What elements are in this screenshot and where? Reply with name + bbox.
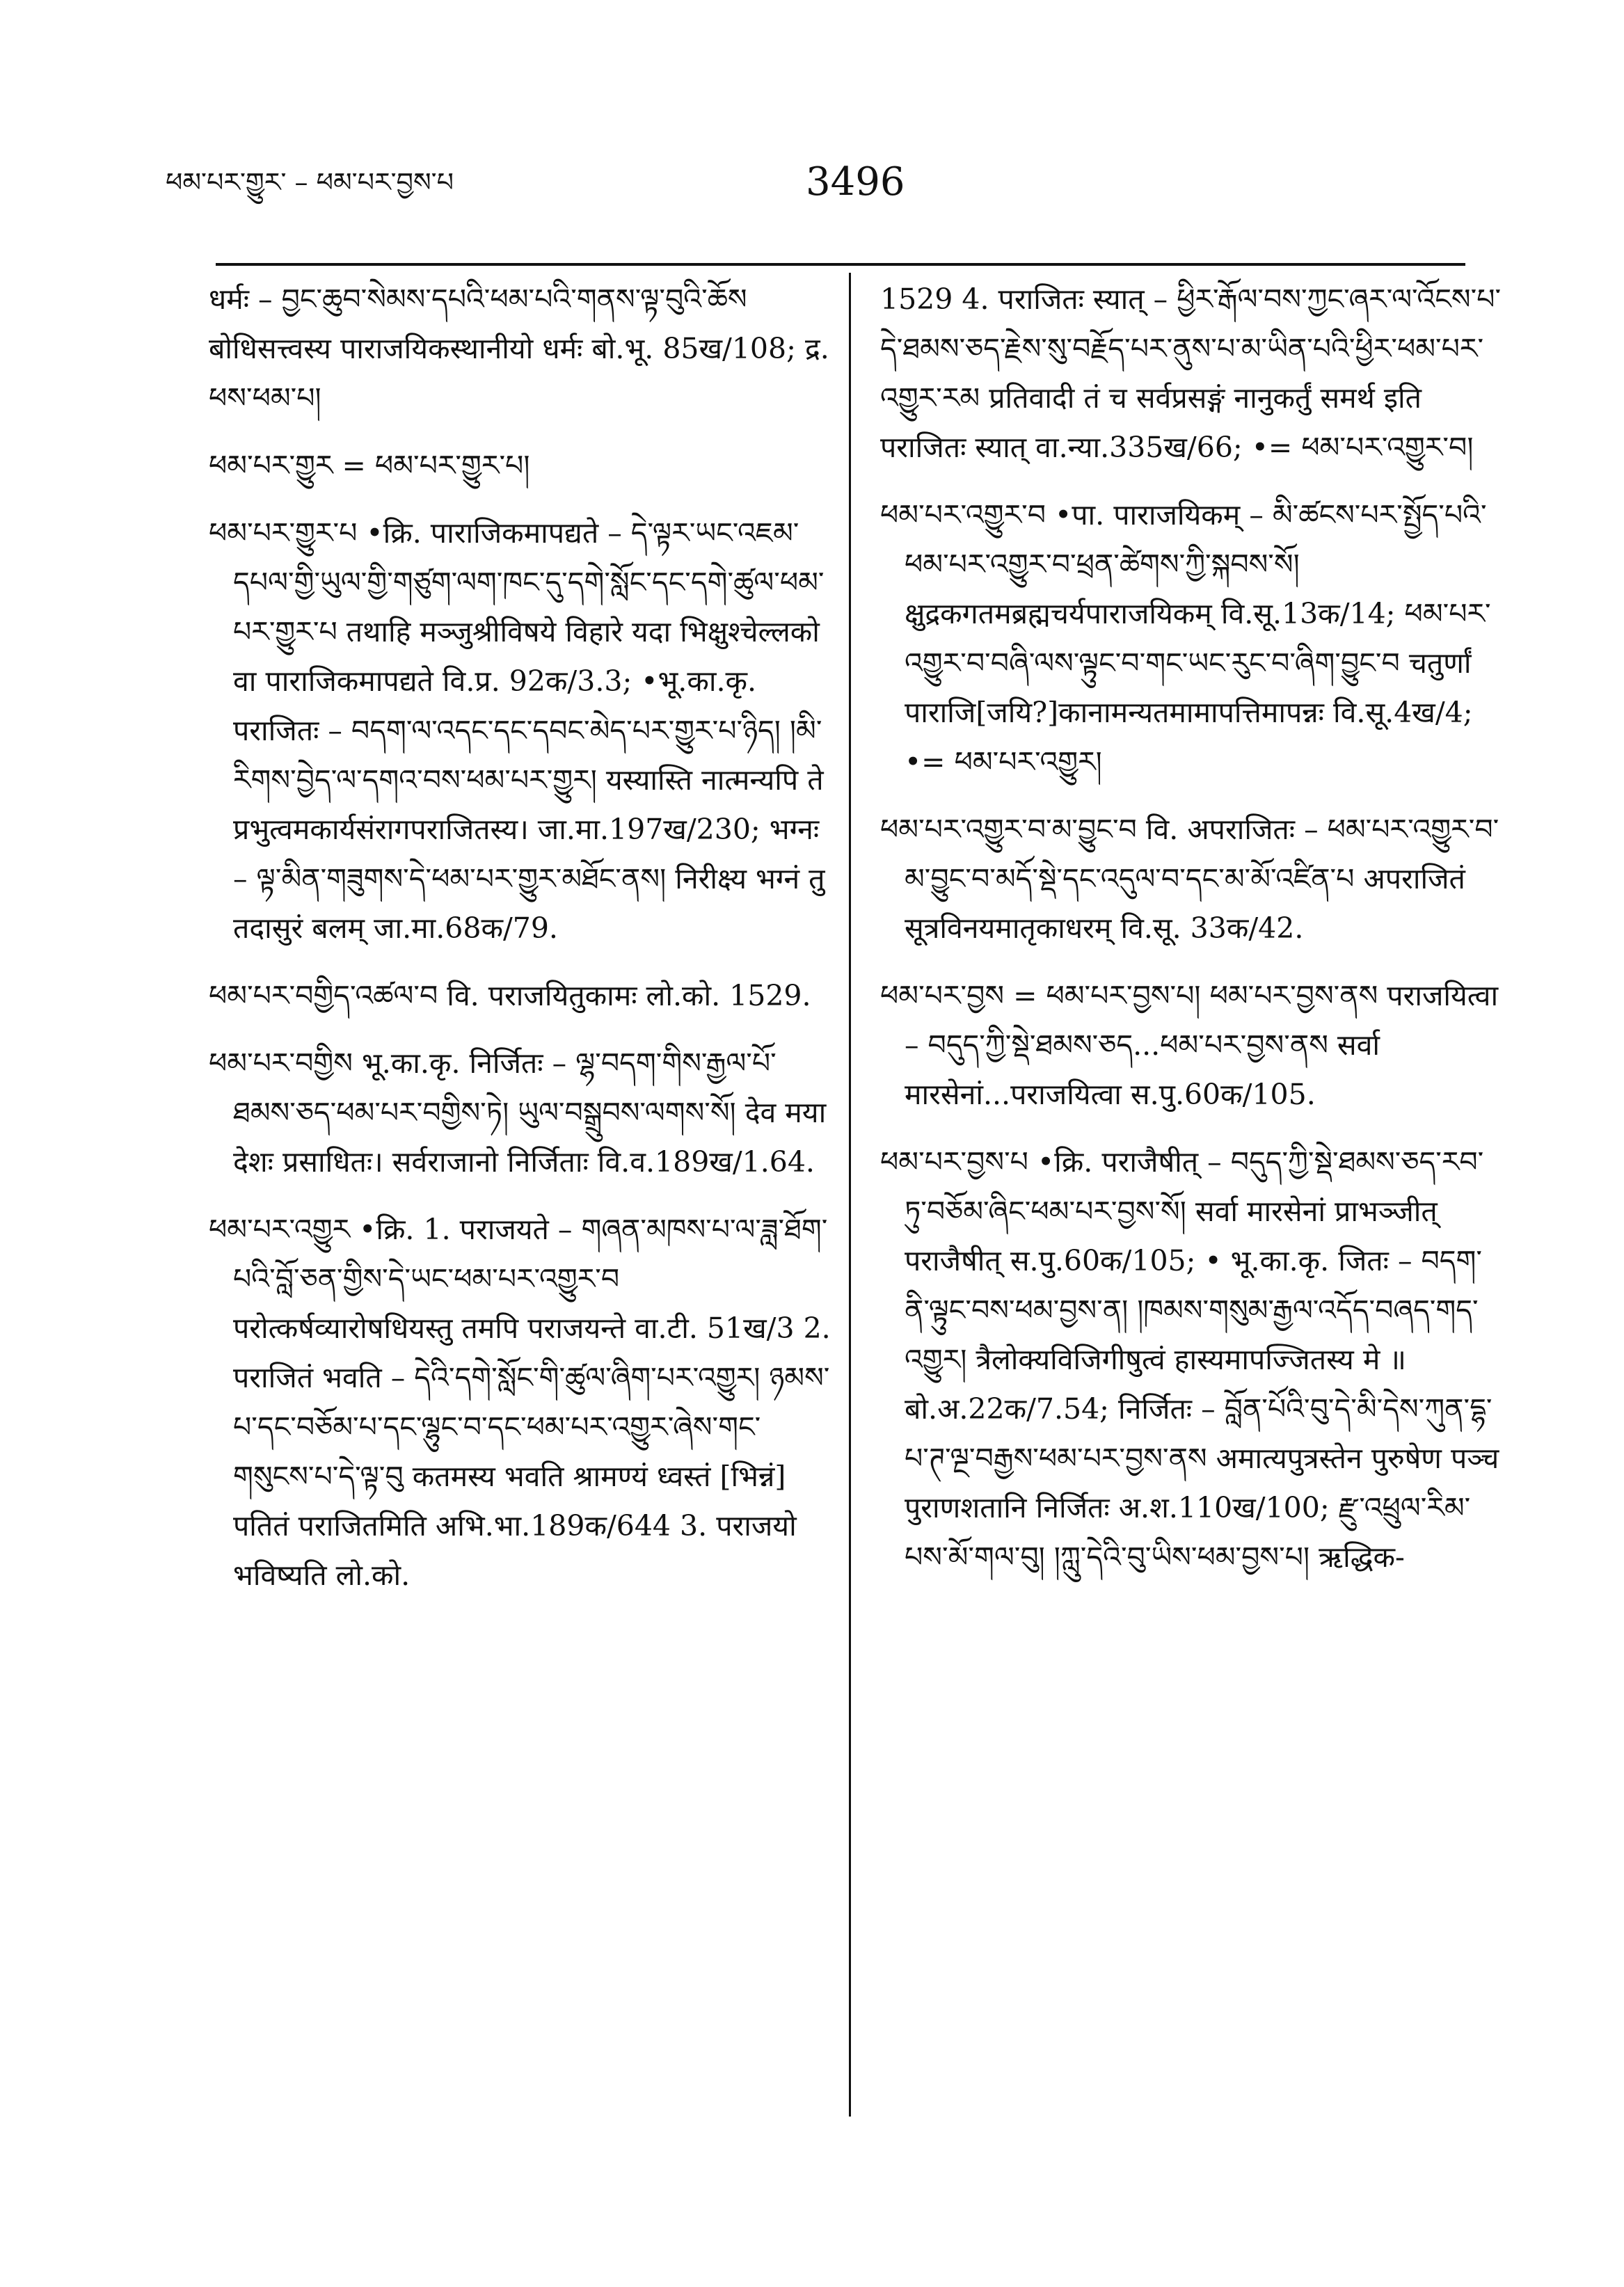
dictionary-entry: ཕམ་པར་བྱས་པ •क्रि. पराजैषीत् – བདུད་ཀྱི་སྡེ་ཐམས་ཅད་རབ་ཏུ་བཅོམ་ཞིང་ཕམ་པར་བྱས་སོ། सर्वा मारसेनां प्राभञ्जीत् पराजैषीत् स.पु.60क/105; • भू.का.कृ. जितः – བདག་ནི་ལྟུང་བས་ཕམ་བྱས་ན། །ཁམས་གསུམ་རྒྱལ་འདོད་བཞད་གད་འགྱུར། त्रैलोक्यविजिगीषुत्वं हास्यमापज्जितस्य मे ॥ बो.अ.22क/7.54; निर्जितः – བློན་པོའི་བུ་དེ་མི་དེས་ཀུན་དྷ་པ་ཊ་ལྔ་བརྒྱས་ཕམ་པར་བྱས་ནས अमात्यपुत्रस्तेन पुरुषेण पञ्च पुराणशतानि निर्जितः अ.श.110ख/100; རྫུ་འཕྲུལ་རིམ་པས་མོ་གལ་བུ། །ཀླུ་དེའི་བུ་ཡིས་ཕམ་བྱས་པ། ऋद्धिक- <box>880 1145 1499 1574</box>
page-header <box>166 161 1460 238</box>
right-column <box>880 275 1503 1600</box>
dictionary-entry: ཕམ་པར་བྱས = ཕམ་པར་བྱས་པ། ཕམ་པར་བྱས་ནས पराजयित्वा – བདུད་ཀྱི་སྡེ་ཐམས་ཅད...ཕམ་པར་བྱས་ནས सर्वा मारसेनां...पराजयित्वा स.पु.60क/105. <box>880 979 1499 1111</box>
header-rule <box>216 263 1465 266</box>
dictionary-entry: ཕམ་པར་བགྱིད་འཚལ་བ वि. पराजयितुकामः लो.को. 1529. <box>209 979 811 1012</box>
dictionary-entry: ཕམ་པར་འགྱུར་བ •पा. पाराजयिकम् – མི་ཚངས་པར་སྤྱོད་པའི་ཕམ་པར་འགྱུར་བ་ཕྲན་ཚེགས་ཀྱི་སྐབས་སོ། क्षुद्रकगतमब्रह्मचर्यपाराजयिकम् वि.सू.13क/14; ཕམ་པར་འགྱུར་བ་བཞི་ལས་ལྟུང་བ་གང་ཡང་རུང་བ་ཞིག་བྱུང་བ चतुर्णां पाराजि[जयि?]कानामन्यतमामापत्तिमापन्नः वि.सू.4ख/4; •= ཕམ་པར་འགྱུར། <box>880 498 1491 779</box>
dictionary-entry: 1529 4. पराजितः स्यात् – ཕྱིར་རྒོལ་བས་ཀྱང་ཞར་ལ་འོངས་པ་དེ་ཐམས་ཅད་རྗེས་སུ་བརྗོད་པར་ནུས་པ་མ་ཡིན་པའི་ཕྱིར་ཕམ་པར་འགྱུར་རམ प्रतिवादी तं च सर्वप्रसङ्गं नानुकर्तुं समर्थ इति पराजितः स्यात् वा.न्या.335ख/66; •= ཕམ་པར་འགྱུར་བ། <box>880 282 1502 464</box>
dictionary-entry: ཕམ་པར་བགྱིས भू.का.कृ. निर्जितः – ལྷ་བདག་གིས་རྒྱལ་པོ་ཐམས་ཅད་ཕམ་པར་བགྱིས་ཏེ། ཡུལ་བསྒྲུབས་ལགས་སོ། देव मया देशः प्रसाधितः। सर्वराजानो निर्जिताः वि.व.189ख/1.64. <box>209 1046 827 1179</box>
dictionary-entry: ཕམ་པར་འགྱུར་བ་མ་བྱུང་བ वि. अपराजितः – ཕམ་པར་འགྱུར་བ་མ་བྱུང་བ་མདོ་སྡེ་དང་འདུལ་བ་དང་མ་མོ་འཛིན་པ अपराजितं सूत्रविनयमातृकाधरम् वि.सू. 33क/42. <box>880 813 1499 945</box>
dictionary-entry: ཕམ་པར་གྱུར་པ •क्रि. पाराजिकमापद्यते – དེ་ལྟར་ཡང་འཇམ་དཔལ་གྱི་ཡུལ་གྱི་གཙུག་ལག་ཁང་དུ་དགེ་སློང་དང་དགེ་ཚུལ་ཕམ་པར་གྱུར་པ तथाहि मञ्जुश्रीविषये विहारे यदा भिक्षुश्चेल्लको वा पाराजिकमापद्यते वि.प्र. 92क/3.3; •भू.का.कृ. पराजितः – བདག་ལ་འདང་དང་དབང་མེད་པར་གྱུར་པ་ཉིད། །མི་རིགས་བྱེད་ལ་དགའ་བས་ཕམ་པར་གྱུར། यस्यास्ति नात्मन्यपि ते प्रभुत्वमकार्यसंरागपराजितस्य। जा.मा.197ख/230; भग्नः – ལྟ་མིན་གཟུགས་དེ་ཕམ་པར་གྱུར་མཐོང་ནས། निरीक्ष्य भग्नं तु तदासुरं बलम् जा.मा.68क/79. <box>209 516 825 945</box>
page-number: 3496 <box>806 159 905 205</box>
dictionary-entry: ཕམ་པར་འགྱུར •क्रि. 1. पराजयते – གཞན་མཁས་པ་ལ་ཟླ་ཐོག་པའི་བློ་ཅན་གྱིས་དེ་ཡང་ཕམ་པར་འགྱུར་བ परोत्कर्षव्यारोषधियस्तु तमपि पराजयन्ते वा.टी. 51ख/3 2. पराजितं भवति – དེའི་དགེ་སློང་གི་ཚུལ་ཞིག་པར་འགྱུར། ཉམས་པ་དང་བཅོམ་པ་དང་ལྷུང་བ་དང་ཕམ་པར་འགྱུར་ཞེས་གང་གསུངས་པ་དེ་ལྟ་བུ कतमस्य भवति श्रामण्यं ध्वस्तं [भिन्नं] पतितं पराजितमिति अभि.भा.189क/644 3. पराजयो भविष्यति लो.को. <box>209 1213 831 1592</box>
dictionary-entry: ཕམ་པར་གྱུར = ཕམ་པར་གྱུར་པ། <box>209 449 530 482</box>
left-column <box>209 275 831 1618</box>
running-head: ཕམ་པར་གྱུར་ – ཕམ་པར་བྱས་པ <box>166 167 454 198</box>
dictionary-entry: धर्मः – བྱང་ཆུབ་སེམས་དཔའི་ཕམ་པའི་གནས་ལྟ་བུའི་ཆོས बोधिसत्त्वस्य पाराजयिकस्थानीयो धर्मः बो.भू. 85ख/108; द्र. ཕས་ཕམ་པ། <box>209 282 829 415</box>
column-divider <box>849 273 851 2117</box>
